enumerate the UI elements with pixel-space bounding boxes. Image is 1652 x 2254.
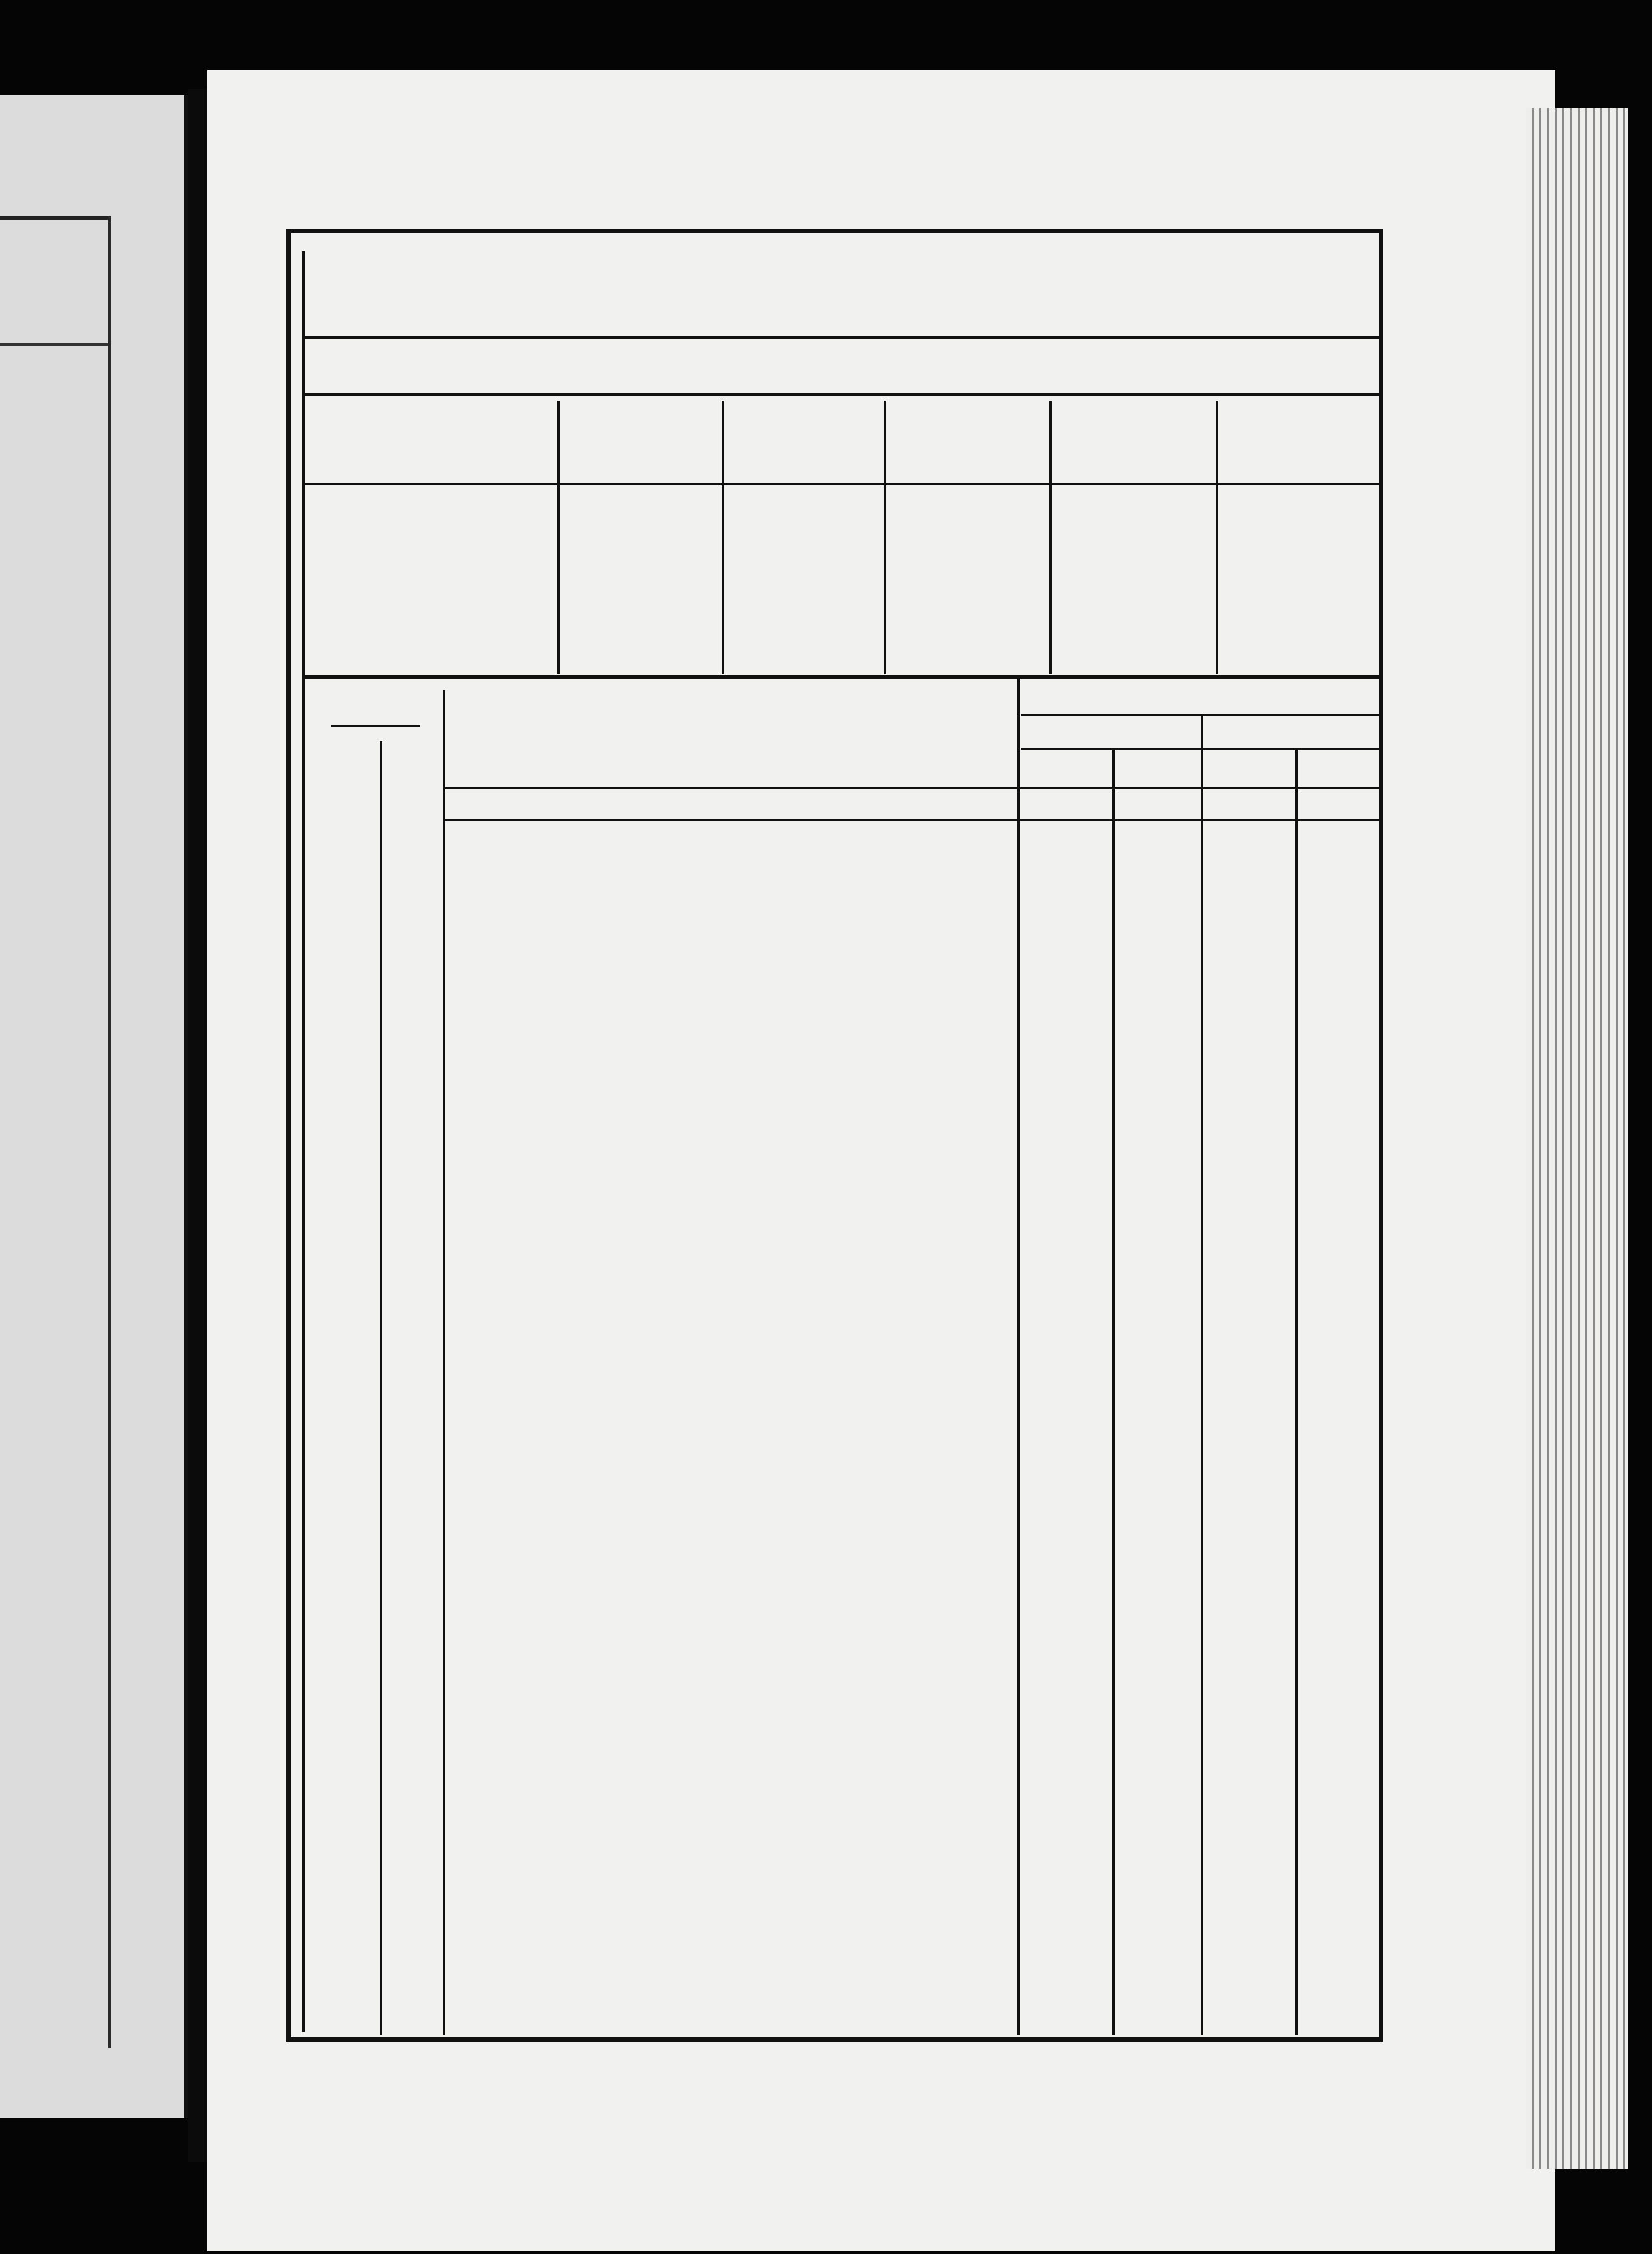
header-rule — [302, 336, 1383, 339]
city-column-rule — [884, 401, 886, 674]
date-column-rule — [443, 690, 445, 2035]
page-edges — [1526, 108, 1628, 2169]
moonrise-column-rule — [1295, 750, 1298, 2035]
facing-page — [0, 95, 188, 2118]
inner-frame — [302, 251, 1383, 2032]
sunrise-column-rule — [1112, 750, 1115, 2035]
sun-moon-column-rule — [1201, 716, 1203, 2035]
city-column-rule — [1049, 401, 1052, 674]
facing-page-rule — [0, 343, 108, 346]
facing-page-rule — [0, 216, 108, 220]
moon-changes-bottom-rule — [302, 675, 1383, 679]
column-header-rule — [445, 787, 1380, 789]
city-header-rule — [305, 483, 1380, 485]
phase-column-rule — [557, 401, 560, 674]
facing-page-border — [108, 216, 111, 2048]
city-column-rule — [722, 401, 724, 674]
weekday-column-rule — [380, 741, 382, 2035]
day-header-rule — [331, 725, 420, 727]
events-column-rule — [1017, 677, 1020, 2035]
hm-rule — [445, 819, 1380, 821]
city-column-rule — [1216, 401, 1218, 674]
moon-changes-rule — [302, 393, 1383, 396]
book-gutter — [188, 89, 207, 2162]
